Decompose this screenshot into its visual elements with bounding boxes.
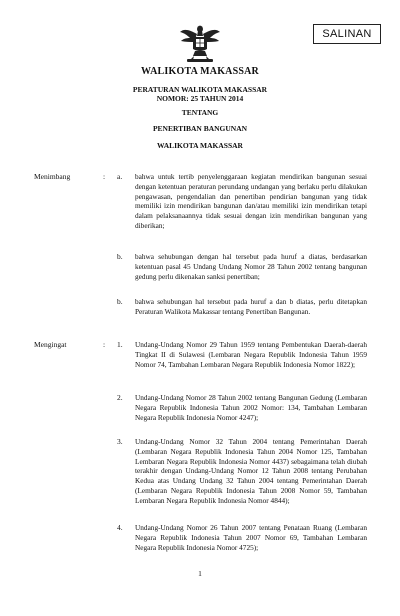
garuda-emblem-icon — [178, 22, 222, 64]
about-heading: TENTANG — [181, 108, 219, 117]
considering-label: Menimbang — [34, 172, 71, 181]
issuer-heading: WALIKOTA MAKASSAR — [157, 141, 243, 150]
considering-colon: : — [103, 172, 106, 181]
considering-item-letter: b. — [117, 297, 123, 306]
regulation-line-1: PERATURAN WALIKOTA MAKASSAR — [132, 85, 268, 94]
remembering-item-text: Undang-Undang Nomor 28 Tahun 2002 tentang Bangunan Gedung (Lembaran Negara Republik Indonesia Tahun 2002 Nomor: 134, Tambahan Lembaran Negara Republik Indonesia Nomor 4247); — [135, 393, 367, 422]
remembering-item-number: 4. — [117, 523, 123, 532]
subject-heading: PENERTIBAN BANGUNAN — [152, 124, 248, 133]
remembering-item-number: 2. — [117, 393, 123, 402]
page-number: 1 — [198, 569, 202, 578]
remembering-label: Mengingat — [34, 340, 67, 349]
considering-item-text: bahwa sehubungan dengan hal tersebut pada huruf a diatas, berdasarkan ketentuan pasal 45 Undang Undang Nomor 28 Tahun 2002 tentang bangunan gedung perlu dikenakan sanksi penertiban; — [135, 252, 367, 281]
regulation-heading — [0, 85, 400, 103]
considering-item-text: bahwa sehubungan hal tersebut pada huruf a dan b diatas, perlu ditetapkan Peraturan Walikota Makassar tentang Penertiban Bangunan. — [135, 297, 367, 316]
considering-item-letter: a. — [117, 172, 123, 181]
considering-item-text: bahwa untuk tertib penyelenggaraan kegiatan mendirikan bangunan sesuai dengan ketentuan peraturan perundang undangan yang berlaku perlu dilakukan pengawasan, pengendalian dan penertiban pendirian bangunan yang tidak memiliki izin mendirikan bangunan dan/atau memiliki izin mendirikan tetapi dalam pelaksanaannya tidak sesuai dengan izin mendirikan bangunan yang diberikan; — [135, 172, 367, 230]
remembering-item-text: Undang-Undang Nomor 29 Tahun 1959 tentang Pembentukan Daerah-daerah Tingkat II di Sulawesi (Lembaran Negara Republik Indonesia Tahun 1959 Nomor 74, Tambahan Lembaran Negara Republik Indonesia Nomor 1822); — [135, 340, 367, 369]
salinan-stamp: SALINAN — [313, 24, 381, 44]
remembering-colon: : — [103, 340, 106, 349]
remembering-item-number: 1. — [117, 340, 123, 349]
considering-item-letter: b. — [117, 252, 123, 261]
remembering-item-text: Undang-Undang Nomor 26 Tahun 2007 tentang Penataan Ruang (Lembaran Negara Republik Indonesia Tahun 2007 Nomor 69, Tambahan Lembaran Negara Republik Indonesia Nomor 4725); — [135, 523, 367, 552]
regulation-number: NOMOR: 25 TAHUN 2014 — [156, 94, 244, 103]
document-title: WALIKOTA MAKASSAR — [141, 66, 259, 77]
remembering-item-number: 3. — [117, 437, 123, 446]
remembering-item-text: Undang-Undang Nomor 32 Tahun 2004 tentang Pemerintahan Daerah (Lembaran Negara Republik Indonesia Tahun 2004 Nomor 125, Tambahan Lembaran Negara Republik Indonesia Nomor 4437) sebagaimana telah diubah terakhir dengan Undang-Undang Nomor 12 Tahun 2008 tentang Perubahan Kedua atas Undang Undang 32 Tahun 2004 tentang Pemerintahan Daerah (Lembaran Negara Republik Indonesia Tahun 2008 Nomor 59, Tambahan Lembaran Negara Republik Indonesia Nomor 4844); — [135, 437, 367, 505]
